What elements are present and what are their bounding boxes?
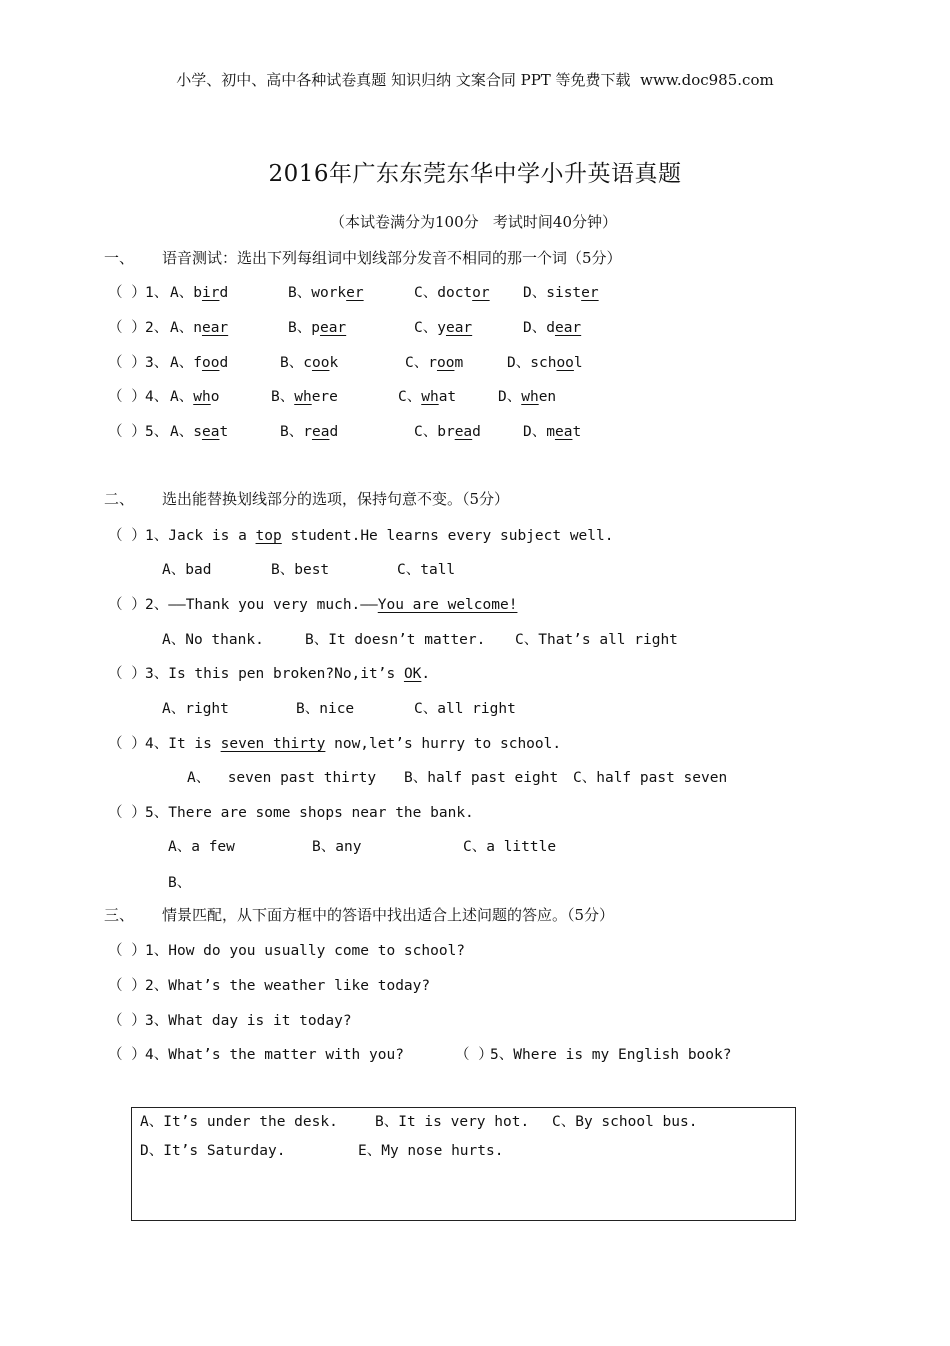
word-part: br [437,424,455,440]
answer-blank: （ ） [108,285,146,301]
sentence-text: now,let’s hurry to school. [325,736,562,752]
phonics-option [414,281,490,302]
underlined-letters: ea [554,424,573,440]
word-part: b [193,285,202,301]
underlined-phrase: You are welcome! [377,597,518,613]
word-part: d [472,424,481,440]
underlined-phrase: seven thirty [220,736,326,752]
choice-option: C、tall [397,562,456,578]
underlined-letters: oo [201,355,220,371]
option-label: D、 [523,285,547,301]
section-2-number: 二、 [104,490,135,508]
question-sentence [145,524,613,545]
underlined-letters: ea [454,424,473,440]
word-part: m [454,355,464,371]
option-label: A、 [170,389,194,405]
underlined-letters: oo [436,355,455,371]
phonics-option [280,351,338,372]
section-1-instruction: 语音测试：选出下列每组词中划线部分发音不相同的那一个词（5分） [162,249,622,267]
word-part: r [428,355,437,371]
question-number: 2、 [145,320,169,336]
word-part: at [438,389,457,405]
phonics-option [398,385,456,406]
underlined-letters: er [346,285,364,301]
choice-option: B、half past eight [404,770,559,786]
choice-option: A、right [162,701,229,717]
option-label: A、 [170,424,194,440]
word-part: d [219,355,229,371]
sentence-text: Jack is a [168,528,256,544]
underlined-letters: wh [521,389,539,405]
underlined-letters: ear [201,320,229,336]
option-label: D、 [498,389,522,405]
sentence-text: student.He learns every subject well. [281,528,614,544]
underlined-letters: wh [193,389,211,405]
underlined-letters: er [581,285,599,301]
answer-blank: （ ） [108,805,146,821]
question-sentence [145,593,517,614]
word-part: t [572,424,582,440]
phonics-option [498,385,556,406]
answer-blank: （ ） [108,528,146,544]
answer-blank: （ ） [108,597,146,613]
word-part: ere [311,389,338,405]
section-2-instruction: 选出能替换划线部分的选项，保持句意不变。（5分） [162,490,510,508]
phonics-option [280,420,338,441]
phonics-option [170,316,228,337]
option-label: D、 [523,320,547,336]
word-part: c [303,355,312,371]
question-number: 1、 [145,285,169,301]
matching-question: 3、What day is it today? [145,1013,352,1029]
word-part: r [303,424,312,440]
word-part: t [219,424,229,440]
choice-option: A、a few [168,839,235,855]
option-label: C、 [398,389,422,405]
question-number: 3、 [145,666,169,682]
option-label: B、 [288,285,312,301]
word-part: s [193,424,202,440]
question-number: 3、 [145,355,169,371]
stray-option-label: B、 [168,875,192,891]
word-part: m [546,424,555,440]
sentence-text: There are some shops near the bank. [168,805,474,821]
option-label: B、 [271,389,295,405]
word-part: d [329,424,339,440]
option-label: D、 [507,355,531,371]
section-1-number: 一、 [104,249,135,267]
phonics-option [405,351,463,372]
option-label: D、 [523,424,547,440]
question-number: 5、 [145,424,169,440]
phonics-option [507,351,583,372]
choice-option: A、 seven past thirty [187,770,377,786]
choice-option: B、nice [296,701,355,717]
question-number: 4、 [145,736,169,752]
answer-choice: A、It’s under the desk. [140,1114,338,1130]
answer-blank: （ ） [108,978,146,994]
option-label: C、 [414,424,438,440]
matching-question: 2、What’s the weather like today? [145,978,431,994]
option-label: A、 [170,285,194,301]
question-number: 1、 [145,528,169,544]
question-sentence [145,801,474,822]
question-sentence [145,662,430,683]
answer-choice: D、It’s Saturday. [140,1143,286,1159]
word-part: k [329,355,339,371]
choice-option: A、bad [162,562,212,578]
answer-blank: （ ） [108,736,146,752]
answer-blank: （ ） [108,424,146,440]
choice-option: C、a little [463,839,557,855]
word-part: sch [530,355,557,371]
section-3-instruction: 情景匹配，从下面方框中的答语中找出适合上述问题的答应。（5分） [162,906,615,924]
word-part: p [311,320,320,336]
phonics-option [170,385,219,406]
option-label: B、 [280,424,304,440]
matching-question: 1、How do you usually come to school? [145,943,466,959]
option-label: B、 [288,320,312,336]
underlined-letters: ea [311,424,330,440]
word-part: l [573,355,583,371]
underlined-letters: ir [201,285,220,301]
phonics-option [414,316,472,337]
sentence-text: Is this pen broken?No,it’s [168,666,404,682]
underlined-letters: or [472,285,490,301]
choice-option: C、all right [414,701,516,717]
phonics-option [288,316,346,337]
word-part: doct [437,285,473,301]
sentence-text: . [421,666,431,682]
phonics-option [523,316,581,337]
answer-blank: （ ） [108,355,146,371]
answer-choice: C、By school bus. [552,1114,698,1130]
word-part: y [437,320,446,336]
sentence-text: ——Thank you very much.—— [168,597,378,613]
section-3-number: 三、 [104,906,135,924]
answer-blank: （ ） [108,1047,146,1063]
answer-blank: （ ） [108,666,146,682]
word-part: d [219,285,229,301]
underlined-letters: ea [201,424,220,440]
matching-question: 5、Where is my English book? [490,1047,732,1063]
word-part: o [210,389,220,405]
matching-question: 4、What’s the matter with you? [145,1047,404,1063]
option-label: C、 [414,320,438,336]
underlined-letters: ear [445,320,473,336]
answer-blank: （ ） [455,1047,493,1063]
phonics-option [523,420,581,441]
answer-blank: （ ） [108,389,146,405]
underlined-phrase: OK [403,666,422,682]
underlined-letters: oo [556,355,574,371]
choice-option: B、best [271,562,330,578]
sentence-text: It is [168,736,221,752]
word-part: d [546,320,555,336]
underlined-letters: ear [319,320,347,336]
answer-blank: （ ） [108,320,146,336]
phonics-option [170,281,228,302]
underlined-letters: oo [311,355,330,371]
page-title: 2016年广东东莞东华中学小升英语真题 [268,161,682,187]
underlined-letters: ear [554,320,582,336]
exam-info: （本试卷满分为100分 考试时间40分钟） [330,213,618,231]
choice-option: C、half past seven [573,770,728,786]
phonics-option [170,420,228,441]
option-label: A、 [170,355,194,371]
word-part: sist [546,285,582,301]
word-part: en [538,389,557,405]
answer-blank: （ ） [108,943,146,959]
option-label: C、 [405,355,429,371]
underlined-phrase: top [255,528,282,544]
phonics-option [271,385,338,406]
underlined-letters: wh [294,389,312,405]
question-number: 4、 [145,389,169,405]
underlined-letters: wh [421,389,439,405]
answer-choice: E、My nose hurts. [358,1143,504,1159]
phonics-option [523,281,599,302]
answer-blank: （ ） [108,1013,146,1029]
option-label: B、 [280,355,304,371]
word-part: work [311,285,347,301]
question-sentence [145,732,561,753]
choice-option: B、any [312,839,362,855]
page-header: 小学、初中、高中各种试卷真题 知识归纳 文案合同 PPT 等免费下载 www.doc985.com [176,71,774,89]
choice-option: B、It doesn’t matter. [305,632,486,648]
option-label: C、 [414,285,438,301]
option-label: A、 [170,320,194,336]
phonics-option [170,351,228,372]
choice-option: A、No thank. [162,632,264,648]
phonics-option [288,281,364,302]
question-number: 2、 [145,597,169,613]
word-part: f [193,355,202,371]
answer-choice: B、It is very hot. [375,1114,530,1130]
word-part: n [193,320,202,336]
phonics-option [414,420,481,441]
question-number: 5、 [145,805,169,821]
choice-option: C、That’s all right [515,632,678,648]
